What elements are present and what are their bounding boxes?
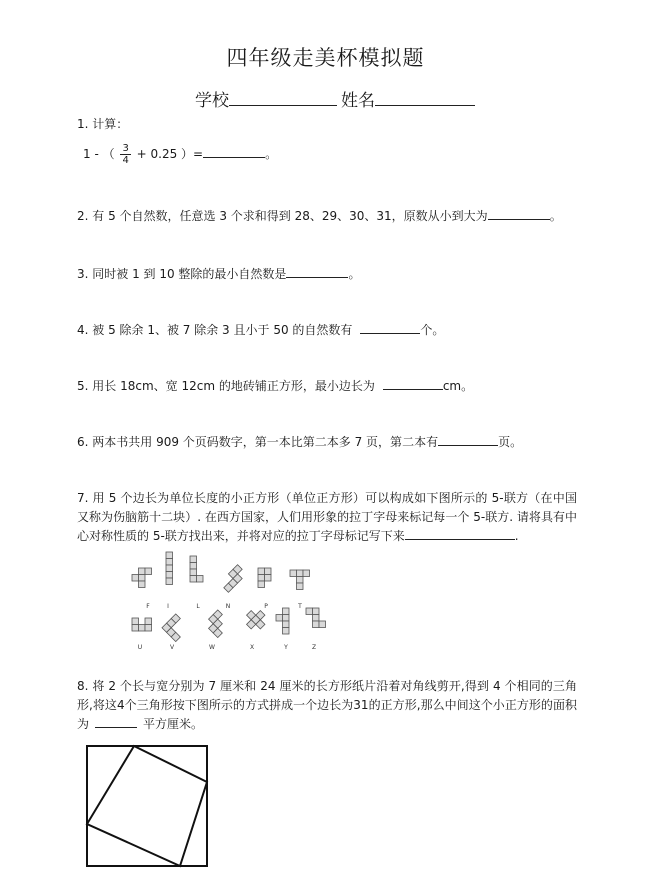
q1-frac-numerator: 3 xyxy=(122,143,129,154)
pentomino-figure xyxy=(128,548,332,652)
q5-text: 5. 用长 18cm、宽 12cm 的地砖铺正方形，最小边长为 xyxy=(77,379,375,393)
pentomino-p xyxy=(258,568,271,588)
pentomino-label-y: Y xyxy=(284,644,288,651)
q5-end: cm。 xyxy=(442,379,474,393)
q2-answer-blank[interactable] xyxy=(488,207,550,220)
question-5 xyxy=(77,376,473,396)
pentomino-i xyxy=(166,552,173,585)
outer-square xyxy=(87,746,207,866)
pentomino-label-z: Z xyxy=(311,644,317,651)
page-title: 四年级走美杯模拟题 xyxy=(226,46,425,70)
pentomino-n xyxy=(219,565,247,593)
pentomino-label-i: I xyxy=(167,603,169,610)
question-2 xyxy=(77,206,562,226)
q3-text: 3. 同时被 1 到 10 整除的最小自然数是 xyxy=(77,267,287,281)
question-1-expression xyxy=(83,140,277,168)
pentomino-u xyxy=(132,618,152,631)
q7-answer-blank[interactable] xyxy=(405,527,515,540)
q4-text: 4. 被 5 除余 1、被 7 除余 3 且小于 50 的自然数有 xyxy=(77,323,353,337)
q6-answer-blank[interactable] xyxy=(438,433,498,446)
q6-text: 6. 两本书共用 909 个页码数字，第一本比第二本多 7 页，第二本有 xyxy=(77,435,439,449)
question-6 xyxy=(77,432,522,452)
pentomino-t xyxy=(290,570,310,590)
q3-end: 。 xyxy=(348,267,361,281)
question-7 xyxy=(77,489,577,546)
q5-answer-blank[interactable] xyxy=(383,377,443,390)
pentomino-row-bottom xyxy=(132,606,326,642)
q2-text: 2. 有 5 个自然数，任意选 3 个求和得到 28、29、30、31，原数从小到大为 xyxy=(77,209,488,223)
pentomino-label-v: V xyxy=(169,644,175,651)
question-1-label: 1. 计算： xyxy=(77,117,129,131)
name-label: 姓名 xyxy=(341,91,375,111)
pentomino-y xyxy=(276,608,289,634)
q3-answer-blank[interactable] xyxy=(286,265,348,278)
pentomino-v xyxy=(162,614,190,642)
q1-fraction xyxy=(120,143,130,166)
q4-answer-blank[interactable] xyxy=(360,321,420,334)
pentomino-label-x: X xyxy=(249,644,255,651)
square-figure xyxy=(84,744,210,868)
q8-end: 平方厘米。 xyxy=(143,717,204,731)
inner-tilted-square xyxy=(87,746,207,866)
pentomino-label-t: T xyxy=(298,603,302,610)
name-blank[interactable] xyxy=(375,91,475,106)
q1-expr-end: 。 xyxy=(265,147,278,161)
q4-end: 个。 xyxy=(420,323,445,337)
question-8 xyxy=(77,677,577,734)
pentomino-l xyxy=(190,556,203,582)
q7-end: . xyxy=(514,529,519,543)
q6-end: 页。 xyxy=(498,435,523,449)
pentomino-label-u: U xyxy=(137,644,143,651)
q8-text: 8. 将 2 个长与宽分别为 7 厘米和 24 厘米的长方形纸片沿着对角线剪开,得到 4 个相同的三角形,将这4个三角形按下图所示的方式拼成一个边长为31的正方形,那么中间这个小正方形的面积为 xyxy=(77,679,577,731)
pentomino-label-l: L xyxy=(196,603,200,610)
q8-answer-blank[interactable] xyxy=(95,715,137,728)
q1-frac-denominator: 4 xyxy=(122,155,129,166)
question-3 xyxy=(77,264,360,284)
school-blank[interactable] xyxy=(229,91,337,106)
pentomino-x xyxy=(242,606,270,634)
pentomino-row-top xyxy=(132,552,310,592)
pentomino-z xyxy=(306,608,326,628)
pentomino-f xyxy=(132,568,152,588)
pentomino-w xyxy=(204,610,232,638)
school-name-line xyxy=(195,86,475,111)
pentomino-label-n: N xyxy=(225,603,231,610)
school-label: 学校 xyxy=(195,91,229,111)
q7-text: 7. 用 5 个边长为单位长度的小正方形（单位正方形）可以构成如下图所示的 5-联方（在中国又称为伤脑筋十二块）. 在西方国家，人们用形象的拉丁字母来标记每一个 5-联方. 请将具有中心对称性质的 5-联方找出来，并将对应的拉丁字母标记写下来 xyxy=(77,491,577,543)
q1-expr-prefix: 1 - （ xyxy=(83,147,115,161)
question-4 xyxy=(77,320,444,340)
pentomino-label-f: F xyxy=(146,603,150,610)
pentomino-label-w: W xyxy=(209,644,215,651)
q1-answer-blank[interactable] xyxy=(203,145,265,158)
pentomino-label-p: P xyxy=(264,603,268,610)
q2-end: 。 xyxy=(549,209,562,223)
q1-expr-mid: + 0.25 ）= xyxy=(136,147,204,161)
